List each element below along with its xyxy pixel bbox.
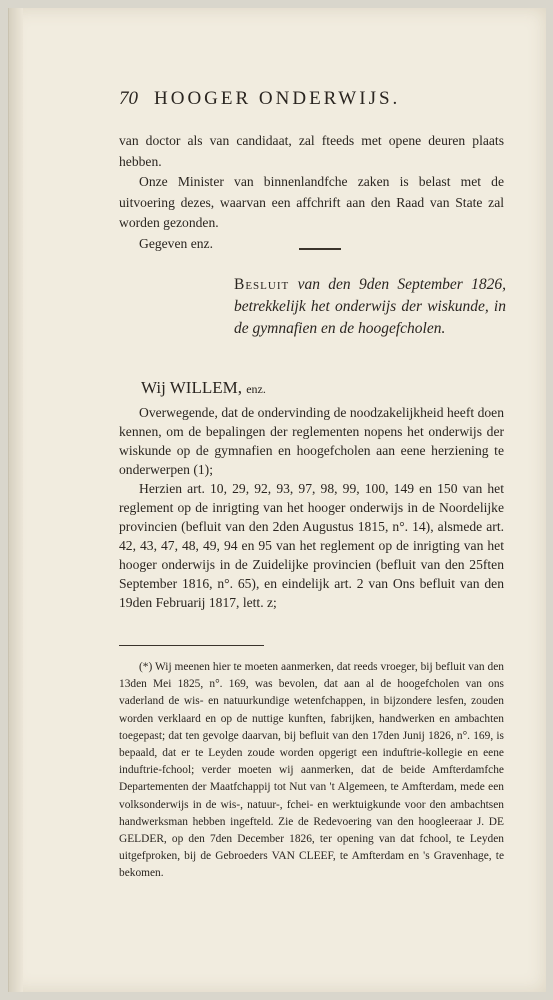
decree-title-text: van den 9den September 1826, betrekkelijk het onderwijs der wiskunde, in de gymnafien en de hoogefcholen. (234, 276, 507, 337)
decree-lead: Besluit (234, 276, 290, 293)
opening-line (141, 378, 266, 398)
king-name: Wij WILLEM, (141, 378, 242, 397)
footnote: (*) Wij meenen hier te moeten aanmerken, dat reeds vroeger, bij befluit van den 13den Mei 1825, n°. 169, was bevolen, dat aan al de hoogefcholen van ons vaderland de wis- en natuurkundige wetenfchappen, in bijzondere lesfen, zouden worden verklaard en op de nuttige kunften, fabrijken, handwerken en ambachten toegepast; dat ten gevolge daarvan, bij befluit van den 17den Junij 1826, n°. 169, is bepaald, dat er te Leyden zoude worden opgerigt een induftrie-kollegie en eene induftrie-fchool; verder moeten wij aanmerken, dat de beide Amfterdamfche Departementen der Maatfchappij tot Nut van 't Algemeen, te Amfterdam, mede een volksonderwijs in de wis-, natuur-, fchei- en werktuigkunde voor den ambachtsen handwerksman hebben ingefteld. Zie de Redevoering van den hoogleeraar J. DE GELDER, op den 7den December 1826, ter opening van dat fchool, te Leyden uitgefproken, bij de Gebroeders VAN CLEEF, te Amfterdam en 's Gravenhage, te bekomen. (119, 661, 504, 880)
book-page (8, 8, 546, 992)
running-header (119, 88, 504, 110)
section-1 (119, 131, 504, 254)
paragraph: Overwegende, dat de ondervinding de noodzakelijkheid heeft doen kennen, om de bepalingen der reglementen nopens het onderwijs der wiskunde op de gymnafien en hoogefcholen aan eene herziening te onderwerpen (1); (119, 405, 504, 477)
running-title: HOOGER ONDERWIJS. (154, 88, 401, 109)
paragraph: Herzien art. 10, 29, 92, 93, 97, 98, 99, 100, 149 en 150 van het reglement op de inrigting van het hooger onderwijs in de Noordelijke provincien (befluit van den 2den Augustus 1815, n°. 14), alsmede art. 42, 43, 47, 48, 49, 94 en 95 van het reglement op de inrigting van het hooger onderwijs in de Zuidelijke provincien (befluit van den 25ften September 1816, n°. 65), en eindelijk art. 2 van Ons befluit van den 19den Februarij 1817, lett. z; (119, 481, 504, 610)
decree-title (234, 274, 506, 340)
page-gutter (9, 8, 23, 992)
page-number: 70 (119, 88, 138, 109)
enz-label: enz. (246, 382, 266, 396)
section-divider (299, 248, 341, 250)
paragraph: van doctor als van candidaat, zal fteeds met opene deuren plaats hebben. (119, 133, 504, 169)
footnote-rule (119, 645, 264, 646)
paragraph: Onze Minister van binnenlandfche zaken is belast met de uitvoering dezes, waarvan een affchrift aan den Raad van State zal worden gezonden. (119, 174, 504, 230)
paragraph: Gegeven enz. (139, 235, 213, 251)
section-2 (119, 403, 504, 612)
